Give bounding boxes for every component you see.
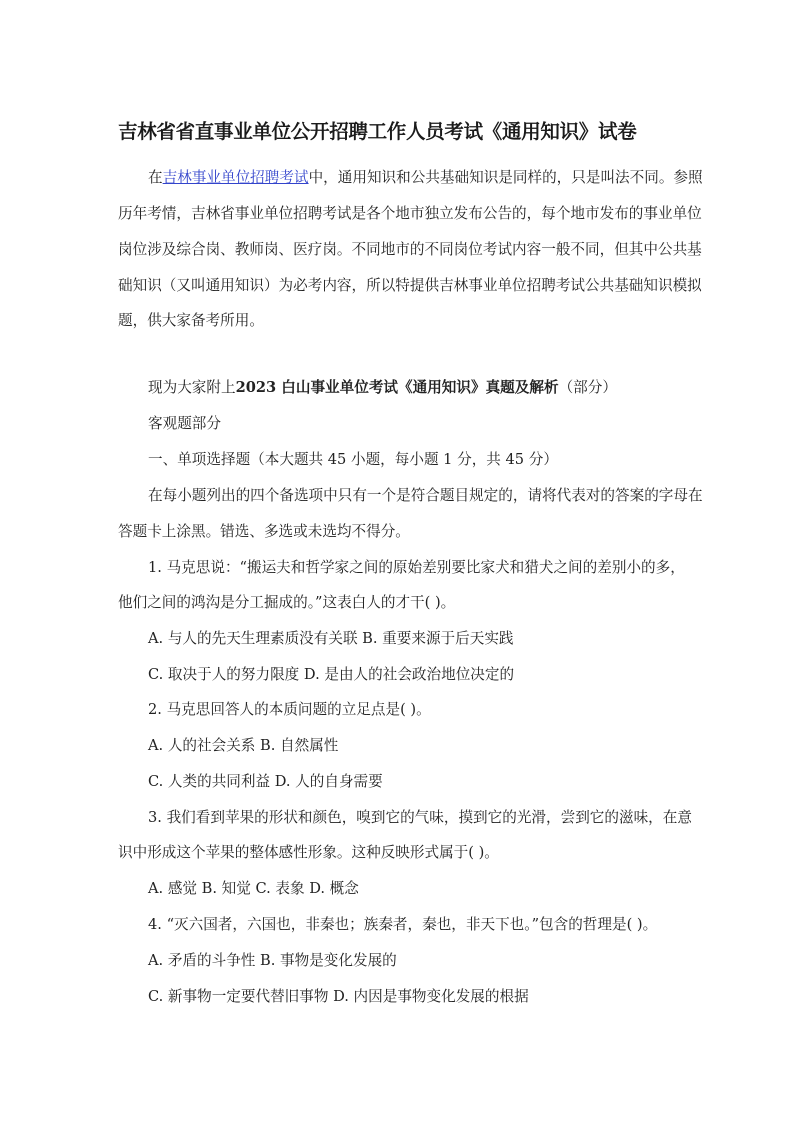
exam-link[interactable]: 吉林事业单位招聘考试 — [162, 169, 309, 186]
option-line: C. 取决于人的努力限度 D. 是由人的社会政治地位决定的 — [148, 666, 515, 683]
question-1: 1. 马克思说：“搬运夫和哲学家之间的原始差别要比家犬和猎犬之间的差别小的多， — [148, 559, 685, 576]
option-line: A. 人的社会关系 B. 自然属性 — [148, 737, 339, 754]
intro-line: 历年考情，吉林省事业单位招聘考试是各个地市独立发布公告的，每个地市发布的事业单位 — [118, 205, 702, 222]
text: 在 — [148, 169, 163, 186]
intro-line: 础知识（又叫通用知识）为必考内容，所以特提供吉林事业单位招聘考试公共基础知识模拟 — [118, 277, 702, 294]
question-2: 2. 马克思回答人的本质问题的立足点是( )。 — [148, 701, 431, 718]
instruction-line: 在每小题列出的四个备选项中只有一个是符合题目规定的，请将代表对的答案的字母在 — [148, 487, 703, 504]
option-line: A. 矛盾的斗争性 B. 事物是变化发展的 — [148, 952, 397, 969]
section-heading: 客观题部分 — [148, 415, 221, 432]
attach-line — [118, 378, 682, 398]
option-line: A. 感觉 B. 知觉 C. 表象 D. 概念 — [148, 880, 359, 897]
question-1: 他们之间的鸿沟是分工掘成的。”这表白人的才干( )。 — [118, 594, 456, 611]
question-3: 3. 我们看到苹果的形状和颜色，嗅到它的气味，摸到它的光滑，尝到它的滋味，在意 — [148, 809, 692, 826]
intro-line: 岗位涉及综合岗、教师岗、医疗岗。不同地市的不同岗位考试内容一般不同，但其中公共基 — [118, 241, 702, 258]
option-line: A. 与人的先天生理素质没有关联 B. 重要来源于后天实践 — [148, 630, 514, 647]
text: 现为大家附上 — [148, 379, 236, 396]
text: 中，通用知识和公共基础知识是同样的，只是叫法不同。参照 — [308, 169, 703, 186]
option-line: C. 新事物一定要代替旧事物 D. 内因是事物变化发展的根据 — [148, 988, 529, 1005]
part-heading: 一、单项选择题（本大题共 45 小题，每小题 1 分，共 45 分） — [148, 451, 558, 468]
text: （部分） — [558, 379, 617, 396]
page-title: 吉林省省直事业单位公开招聘工作人员考试《通用知识》试卷 — [118, 120, 637, 143]
question-3: 识中形成这个苹果的整体感性形象。这种反映形式属于( )。 — [118, 844, 499, 861]
intro-line — [118, 168, 703, 188]
instruction-line: 答题卡上涂黑。错选、多选或未选均不得分。 — [118, 523, 410, 540]
intro-line: 题，供大家备考所用。 — [118, 312, 264, 329]
question-4: 4. “灭六国者，六国也，非秦也；族秦者，秦也，非天下也。”包含的哲理是( )。 — [148, 916, 658, 933]
bold-text: 2023 白山事业单位考试《通用知识》真题及解析 — [235, 379, 559, 396]
option-line: C. 人类的共同利益 D. 人的自身需要 — [148, 773, 383, 790]
